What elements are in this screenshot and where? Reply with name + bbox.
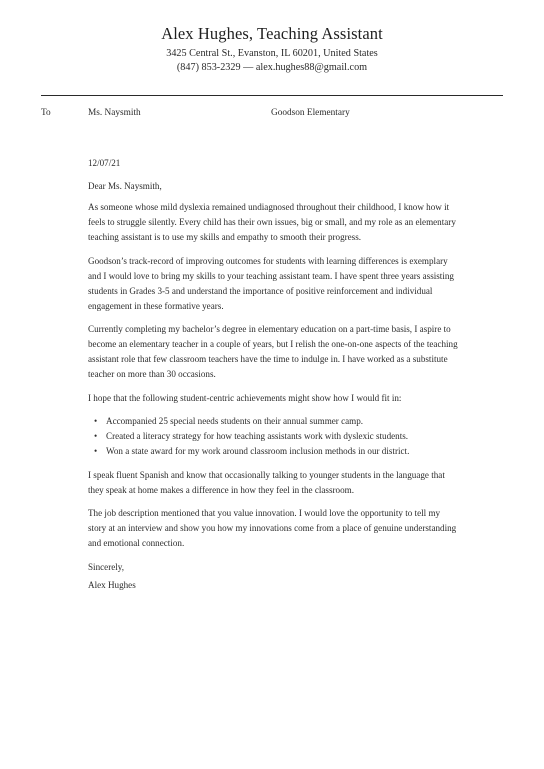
body-paragraph: Currently completing my bachelor’s degree in elementary education on a part-time basis, I aspire to become an elementary teacher in a couple of years, but I relish the one-on-one aspects of the teaching assistant role that few classroom teachers have the time to indulge in. I have worked as a substitute teacher on more than 30 occasions. bbox=[88, 324, 458, 379]
recipient-company: Goodson Elementary bbox=[271, 108, 350, 118]
sender-phone-email: (847) 853-2329 — alex.hughes88@gmail.com bbox=[176, 61, 368, 73]
to-label: To bbox=[41, 108, 51, 118]
sender-address: 3425 Central St., Evanston, IL 60201, United States bbox=[166, 48, 378, 59]
header-divider bbox=[41, 95, 503, 96]
body-paragraph: The job description mentioned that you value innovation. I would love the opportunity to tell my story at an interview and show you how my innovations come from a place of genuine understanding and emotional connection. bbox=[88, 508, 457, 548]
salutation: Dear Ms. Naysmith, bbox=[88, 181, 162, 191]
body-paragraph: Goodson’s track-record of improving outcomes for students with learning differences is exemplary and I would love to bring my skills to your teaching assistant team. I have spent three years assisting students in Grades 3-5 and understand the importance of positive reinforcement and individual engagement in these formative years. bbox=[88, 255, 454, 311]
letter-date: 12/07/21 bbox=[88, 158, 121, 168]
achievements-list bbox=[88, 414, 460, 459]
body-paragraph: I speak fluent Spanish and know that occasionally talking to younger students in the language that they speak at home makes a difference in how they feel in the classroom. bbox=[88, 469, 445, 495]
sender-name-title: Alex Hughes, Teaching Assistant bbox=[161, 24, 383, 43]
achievement-item: • Accompanied 25 special needs students on their annual summer camp. bbox=[106, 414, 460, 429]
achievement-item: • Created a literacy strategy for how teaching assistants work with dyslexic students. bbox=[106, 429, 460, 444]
recipient-name: Ms. Naysmith bbox=[88, 108, 141, 118]
sign-off: Sincerely, bbox=[88, 561, 125, 572]
body-paragraph: As someone whose mild dyslexia remained undiagnosed throughout their childhood, I know how it feels to struggle silently. Every child has their own issues, big or small, and my role as an elementary teaching assistant is to use my skills and empathy to smooth their progress. bbox=[88, 202, 456, 242]
body-paragraph: I hope that the following student-centric achievements might show how I would fit in: bbox=[88, 392, 402, 403]
letterhead bbox=[0, 24, 544, 74]
signature: Alex Hughes bbox=[88, 579, 136, 590]
achievement-item: • Won a state award for my work around classroom inclusion methods in our district. bbox=[106, 444, 460, 459]
letter-body bbox=[88, 156, 460, 601]
